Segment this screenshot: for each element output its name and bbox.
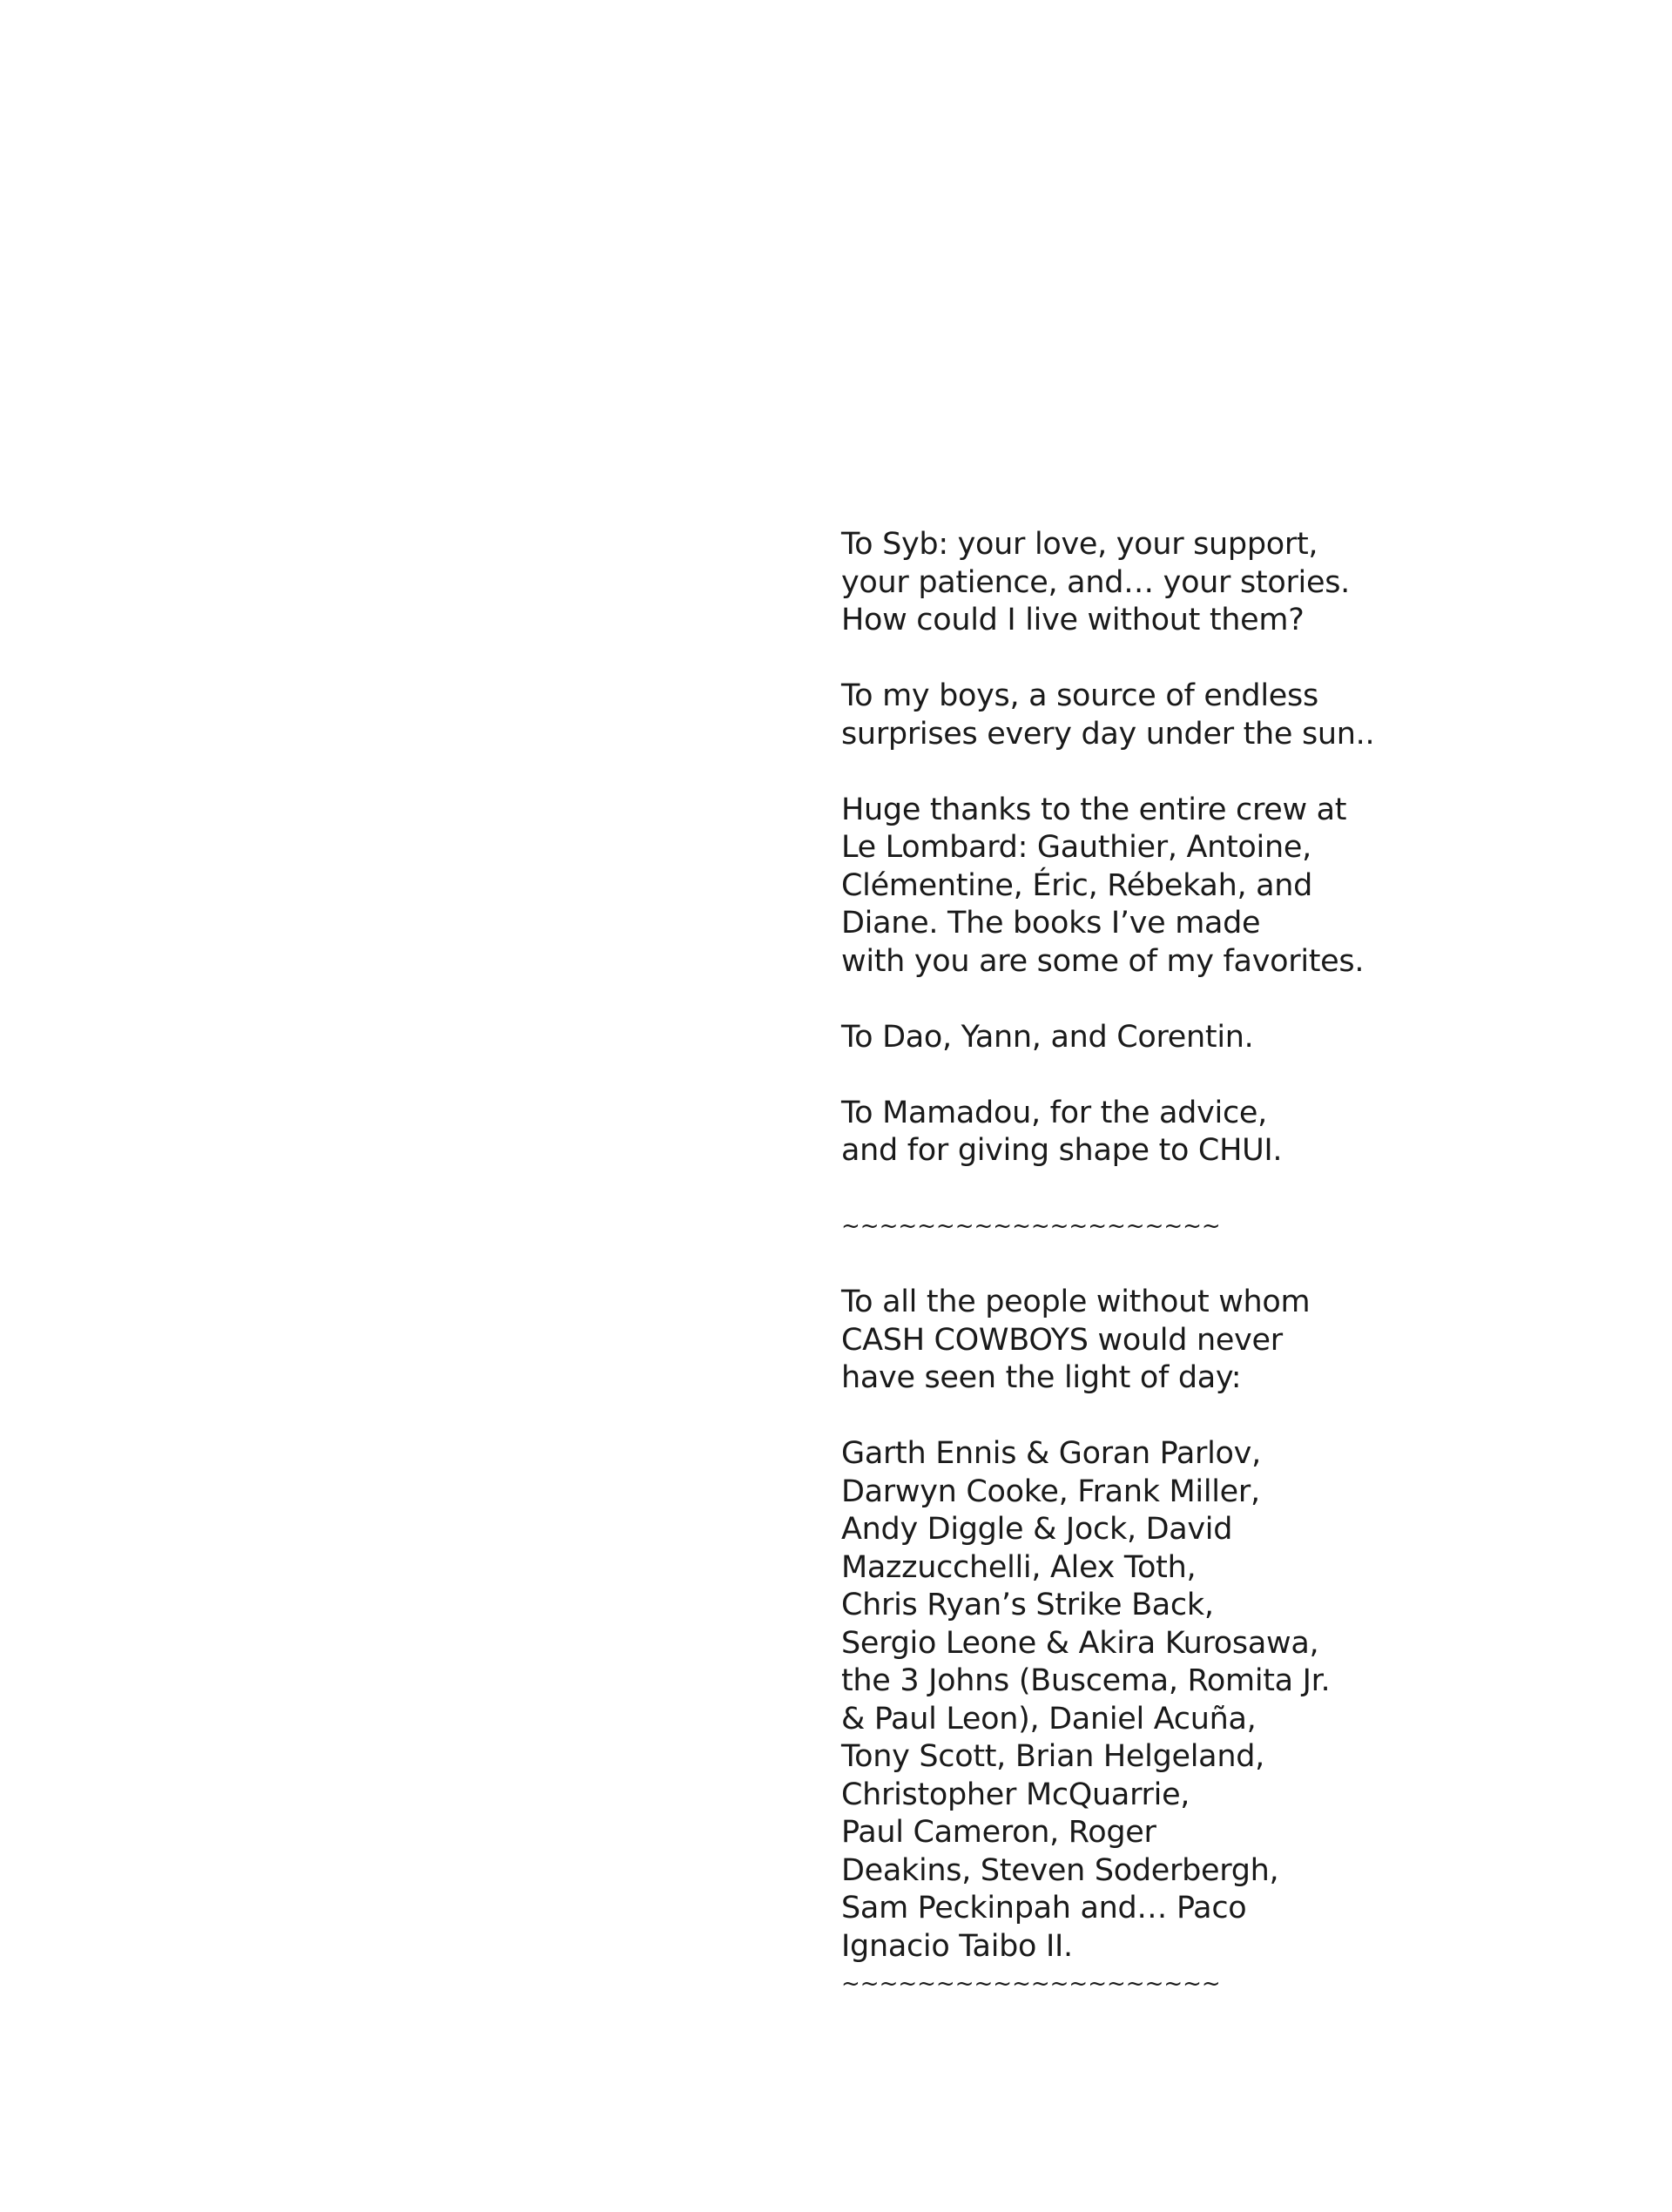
text-line: CASH COWBOYS would never	[841, 1322, 1283, 1358]
text-line: Diane. The books I’ve made	[841, 906, 1261, 941]
text-line: Ignacio Taibo II.	[841, 1928, 1073, 1964]
divider-block	[841, 1208, 1660, 1246]
text-line: Christopher McQuarrie,	[841, 1777, 1190, 1812]
text-line: To Mamadou, for the advice,	[841, 1095, 1267, 1130]
text-line: How could I live without them?	[841, 603, 1305, 637]
people-intro	[841, 1284, 1660, 1398]
text-line: and for giving shape to CHUI.	[841, 1133, 1283, 1168]
divider-block-end	[841, 1966, 1660, 2004]
text-line: Le Lombard: Gauthier, Antoine,	[841, 830, 1311, 865]
text-line: have seen the light of day:	[841, 1360, 1242, 1395]
text-line: Andy Diggle & Jock, David	[841, 1512, 1233, 1547]
text-line: To Dao, Yann, and Corentin.	[841, 1019, 1254, 1055]
text-line: To Syb: your love, your support,	[841, 527, 1318, 562]
text-line: Darwyn Cooke, Frank Miller,	[841, 1474, 1260, 1509]
dedication-lombard	[841, 792, 1660, 981]
text-line: Garth Ennis & Goran Parlov,	[841, 1436, 1261, 1471]
text-line: your patience, and… your stories.	[841, 564, 1350, 600]
text-line: To my boys, a source of endless	[841, 678, 1318, 713]
text-line: Sam Peckinpah and… Paco	[841, 1891, 1247, 1925]
text-line: Tony Scott, Brian Helgeland,	[841, 1739, 1264, 1774]
dedication-dao	[841, 1019, 1660, 1057]
acknowledgements-text	[841, 526, 1660, 2004]
influences-list	[841, 1435, 1660, 1966]
text-line: Sergio Leone & Akira Kurosawa,	[841, 1625, 1319, 1661]
text-line: To all the people without whom	[841, 1285, 1311, 1319]
text-line: the 3 Johns (Buscema, Romita Jr.	[841, 1663, 1331, 1698]
dedication-boys	[841, 678, 1660, 753]
dedication-syb	[841, 526, 1660, 640]
text-line: Chris Ryan’s Strike Back,	[841, 1588, 1214, 1622]
tilde-divider: ~~~~~~~~~~~~~~~~~~~~	[841, 1213, 1221, 1239]
dedication-mamadou	[841, 1095, 1660, 1170]
text-line: surprises every day under the sun..	[841, 716, 1375, 752]
text-line: with you are some of my favorites.	[841, 943, 1365, 979]
text-line: Paul Cameron, Roger	[841, 1815, 1156, 1850]
text-line: Clémentine, Éric, Rébekah, and	[841, 867, 1313, 903]
text-line: Mazzucchelli, Alex Toth,	[841, 1549, 1197, 1585]
tilde-divider: ~~~~~~~~~~~~~~~~~~~~	[841, 1971, 1221, 1997]
text-line: Huge thanks to the entire crew at	[841, 792, 1347, 827]
text-line: Deakins, Steven Soderbergh,	[841, 1852, 1279, 1888]
text-line: & Paul Leon), Daniel Acuña,	[841, 1701, 1257, 1737]
